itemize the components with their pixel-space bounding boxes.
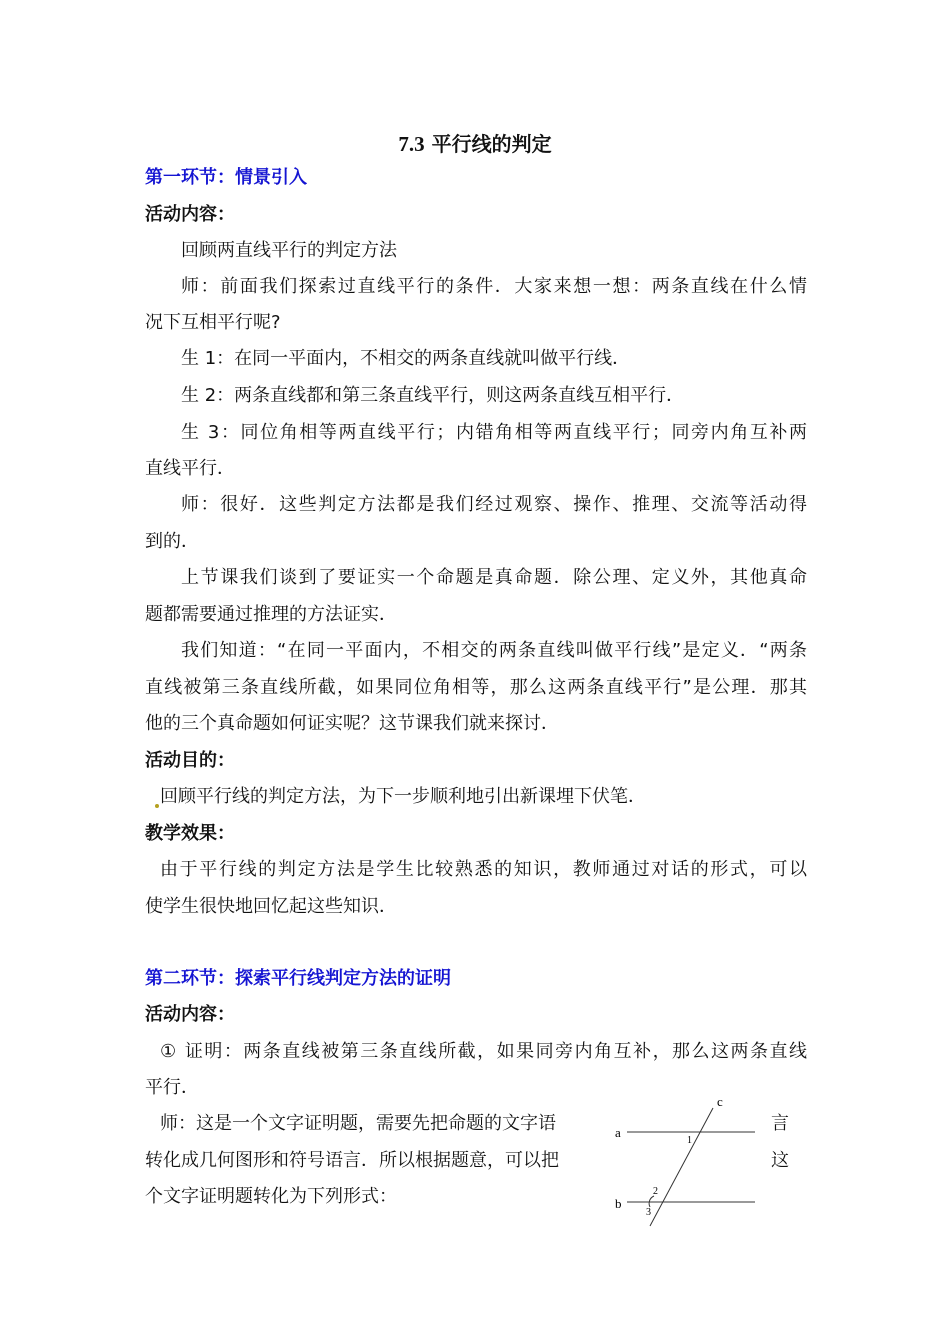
page-title [0, 128, 950, 157]
section1-goal-label: 活动目的： [145, 750, 235, 771]
paragraph-line: 题都需要通过推理的方法证实． [145, 604, 397, 625]
paragraph-line: ① 证明：两条直线被第三条直线所截，如果同旁内角互补，那么这两条直线 [160, 1041, 807, 1062]
paragraph-line: 到的． [145, 531, 199, 552]
goal-text: 回顾平行线的判定方法，为下一步顺利地引出新课埋下伏笔． [160, 786, 646, 807]
paragraph-line: 个文字证明题转化为下列形式： [145, 1186, 397, 1207]
paragraph-line: 直线被第三条直线所截，如果同位角相等，那么这两条直线平行”是公理．那其 [145, 677, 807, 698]
title-text: 平行线的判定 [431, 132, 552, 156]
paragraph-line: 生 2：两条直线都和第三条直线平行，则这两条直线互相平行． [181, 385, 685, 406]
paragraph-line: 我们知道：“在同一平面内，不相交的两条直线叫做平行线”是定义．“两条 [181, 640, 807, 661]
section2-activity-label: 活动内容： [145, 1004, 235, 1025]
angle-label-1: 1 [687, 1135, 692, 1146]
paragraph-line: 回顾两直线平行的判定方法 [181, 240, 397, 261]
paragraph-line: 平行． [145, 1077, 199, 1098]
section2-heading: 第二环节：探索平行线判定方法的证明 [145, 968, 451, 989]
parallel-lines-figure [605, 1092, 765, 1232]
wrapped-word: 这 [771, 1150, 789, 1171]
paragraph-line: 师：这是一个文字证明题，需要先把命题的文字语 [160, 1113, 556, 1134]
line-c [650, 1108, 713, 1226]
paragraph-line: 转化成几何图形和符号语言．所以根据题意，可以把 [145, 1150, 559, 1171]
angle-label-3: 3 [646, 1207, 651, 1218]
paragraph-line: 他的三个真命题如何证实呢？这节课我们就来探讨． [145, 713, 559, 734]
paragraph-line: 生 3：同位角相等两直线平行；内错角相等两直线平行；同旁内角互补两 [181, 422, 807, 443]
section1-activity-label: 活动内容： [145, 204, 235, 225]
label-b: b [615, 1196, 622, 1211]
wrapped-word: 言 [771, 1113, 789, 1134]
section1-effect-label: 教学效果： [145, 823, 235, 844]
paragraph-line: 上节课我们谈到了要证实一个命题是真命题．除公理、定义外，其他真命 [181, 567, 807, 588]
edit-mark [155, 804, 159, 808]
paragraph-line: 生 1：在同一平面内，不相交的两条直线就叫做平行线． [181, 348, 631, 369]
label-a: a [615, 1125, 621, 1140]
paragraph-line: 师：前面我们探索过直线平行的条件．大家来想一想：两条直线在什么情 [181, 276, 807, 297]
paragraph-line: 直线平行． [145, 458, 235, 479]
section1-heading: 第一环节：情景引入 [145, 167, 307, 188]
paragraph-line: 师：很好．这些判定方法都是我们经过观察、操作、推理、交流等活动得 [181, 494, 807, 515]
paragraph-line: 况下互相平行呢? [145, 312, 281, 333]
angle-label-2: 2 [653, 1186, 658, 1197]
title-number: 7.3 [398, 132, 425, 156]
effect-line: 使学生很快地回忆起这些知识． [145, 896, 397, 917]
effect-line: 由于平行线的判定方法是学生比较熟悉的知识，教师通过对话的形式，可以 [160, 859, 807, 880]
label-c: c [717, 1094, 723, 1109]
